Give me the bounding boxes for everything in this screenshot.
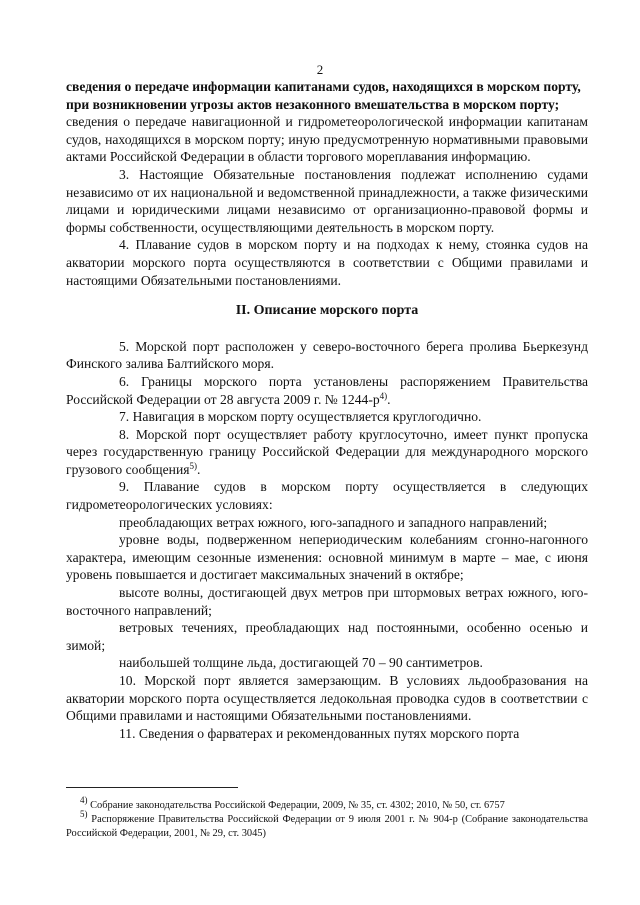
footnotes — [66, 795, 588, 841]
paragraph-3: 3. Настоящие Обязательные постановления подлежат исполнению судами независимо от их национальной и ведомственной принадлежности, а также физическими лицами и юридическими лицами независимо от организационно-правовой формы и формы собственности, осуществляющими деятельность в морском порту. — [66, 166, 588, 235]
footnote-5-text: Распоряжение Правительства Российской Федерации от 9 июля 2001 г. № 904-р (Собрание законодательства Российской Федерации, 2001, № 29, ст. 3045) — [66, 814, 588, 839]
page-number: 2 — [316, 62, 324, 77]
paragraph-7: 7. Навигация в морском порту осуществляется круглогодично. — [119, 409, 482, 425]
paragraph-9: 9. Плавание судов в морском порту осуществляется в следующих гидрометеорологических условиях: — [66, 479, 588, 513]
paragraph-5: 5. Морской порт расположен у северо-восточного берега пролива Бьеркезунд Финского залива Балтийского моря. — [66, 338, 588, 372]
paragraph-4: 4. Плавание судов в морском порту и на подходах к нему, стоянка судов на акватории морского порта осуществляются в соответствии с Общими правилами и настоящими Обязательными постановлениями. — [66, 237, 588, 288]
footnote-ref-4: 4) — [379, 390, 388, 401]
bold-line-2: при возникновении угрозы актов незаконного вмешательства в морском порту; — [66, 96, 560, 112]
footnote-divider — [66, 787, 238, 788]
footnote-ref-5: 5) — [189, 460, 197, 471]
paragraph-info: сведения о передаче навигационной и гидрометеорологической информации капитанам судов, находящихся в морском порту; иную предусмотренную нормативными правовыми актами Российской Федерации в области торгового мореплавания информацию. — [66, 114, 588, 165]
paragraph-8-end: . — [196, 461, 201, 477]
paragraph-8 — [66, 426, 588, 479]
condition-item: уровне воды, подверженном непериодическим колебаниям сгонно-нагонного характера, имеющим сезонные изменения: основной минимум в марте – мае, с июня уровень повышается и достигает максимальных значений в октябре; — [66, 532, 588, 583]
footnote-mark-4: 4) — [80, 795, 88, 805]
paragraph-6 — [66, 373, 588, 408]
section-heading: II. Описание морского порта — [235, 303, 419, 319]
footnote-4 — [66, 795, 588, 813]
bold-line-1: сведения о передаче информации капитанами судов, находящихся в морском порту, — [66, 79, 581, 94]
condition-item: высоте волны, достигающей двух метров при штормовых ветрах южного, юго-восточного направлений; — [66, 585, 588, 618]
footnote-mark-5: 5) — [80, 809, 88, 819]
footnote-5 — [66, 809, 588, 841]
condition-item: ветровых течениях, преобладающих над постоянными, особенно осенью и зимой; — [66, 620, 588, 653]
document-body — [66, 78, 588, 742]
footnote-4-text: Собрание законодательства Российской Федерации, 2009, № 35, ст. 4302; 2010, № 50, ст. 6757 — [87, 800, 505, 811]
paragraph-8-text: 8. Морской порт осуществляет работу круглосуточно, имеет пункт пропуска через государственную границу Российской Федерации для международного морского грузового сообщения — [66, 426, 588, 477]
condition-item: преобладающих ветрах южного, юго-западного и западного направлений; — [119, 514, 548, 530]
paragraph-10: 10. Морской порт является замерзающим. В условиях льдообразования на акватории морского порта осуществляется ледокольная проводка судов в соответствии с Общими правилами и настоящими Обязательными постановлениями. — [66, 673, 588, 724]
paragraph-6-text: 6. Границы морского порта установлены распоряжением Правительства Российской Федерации от 28 августа 2009 г. № 1244-р — [66, 373, 588, 407]
paragraph-11: 11. Сведения о фарватерах и рекомендованных путях морского порта — [119, 725, 520, 741]
paragraph-6-end: . — [387, 391, 391, 407]
condition-item: наибольшей толщине льда, достигающей 70 – 90 сантиметров. — [119, 655, 483, 671]
